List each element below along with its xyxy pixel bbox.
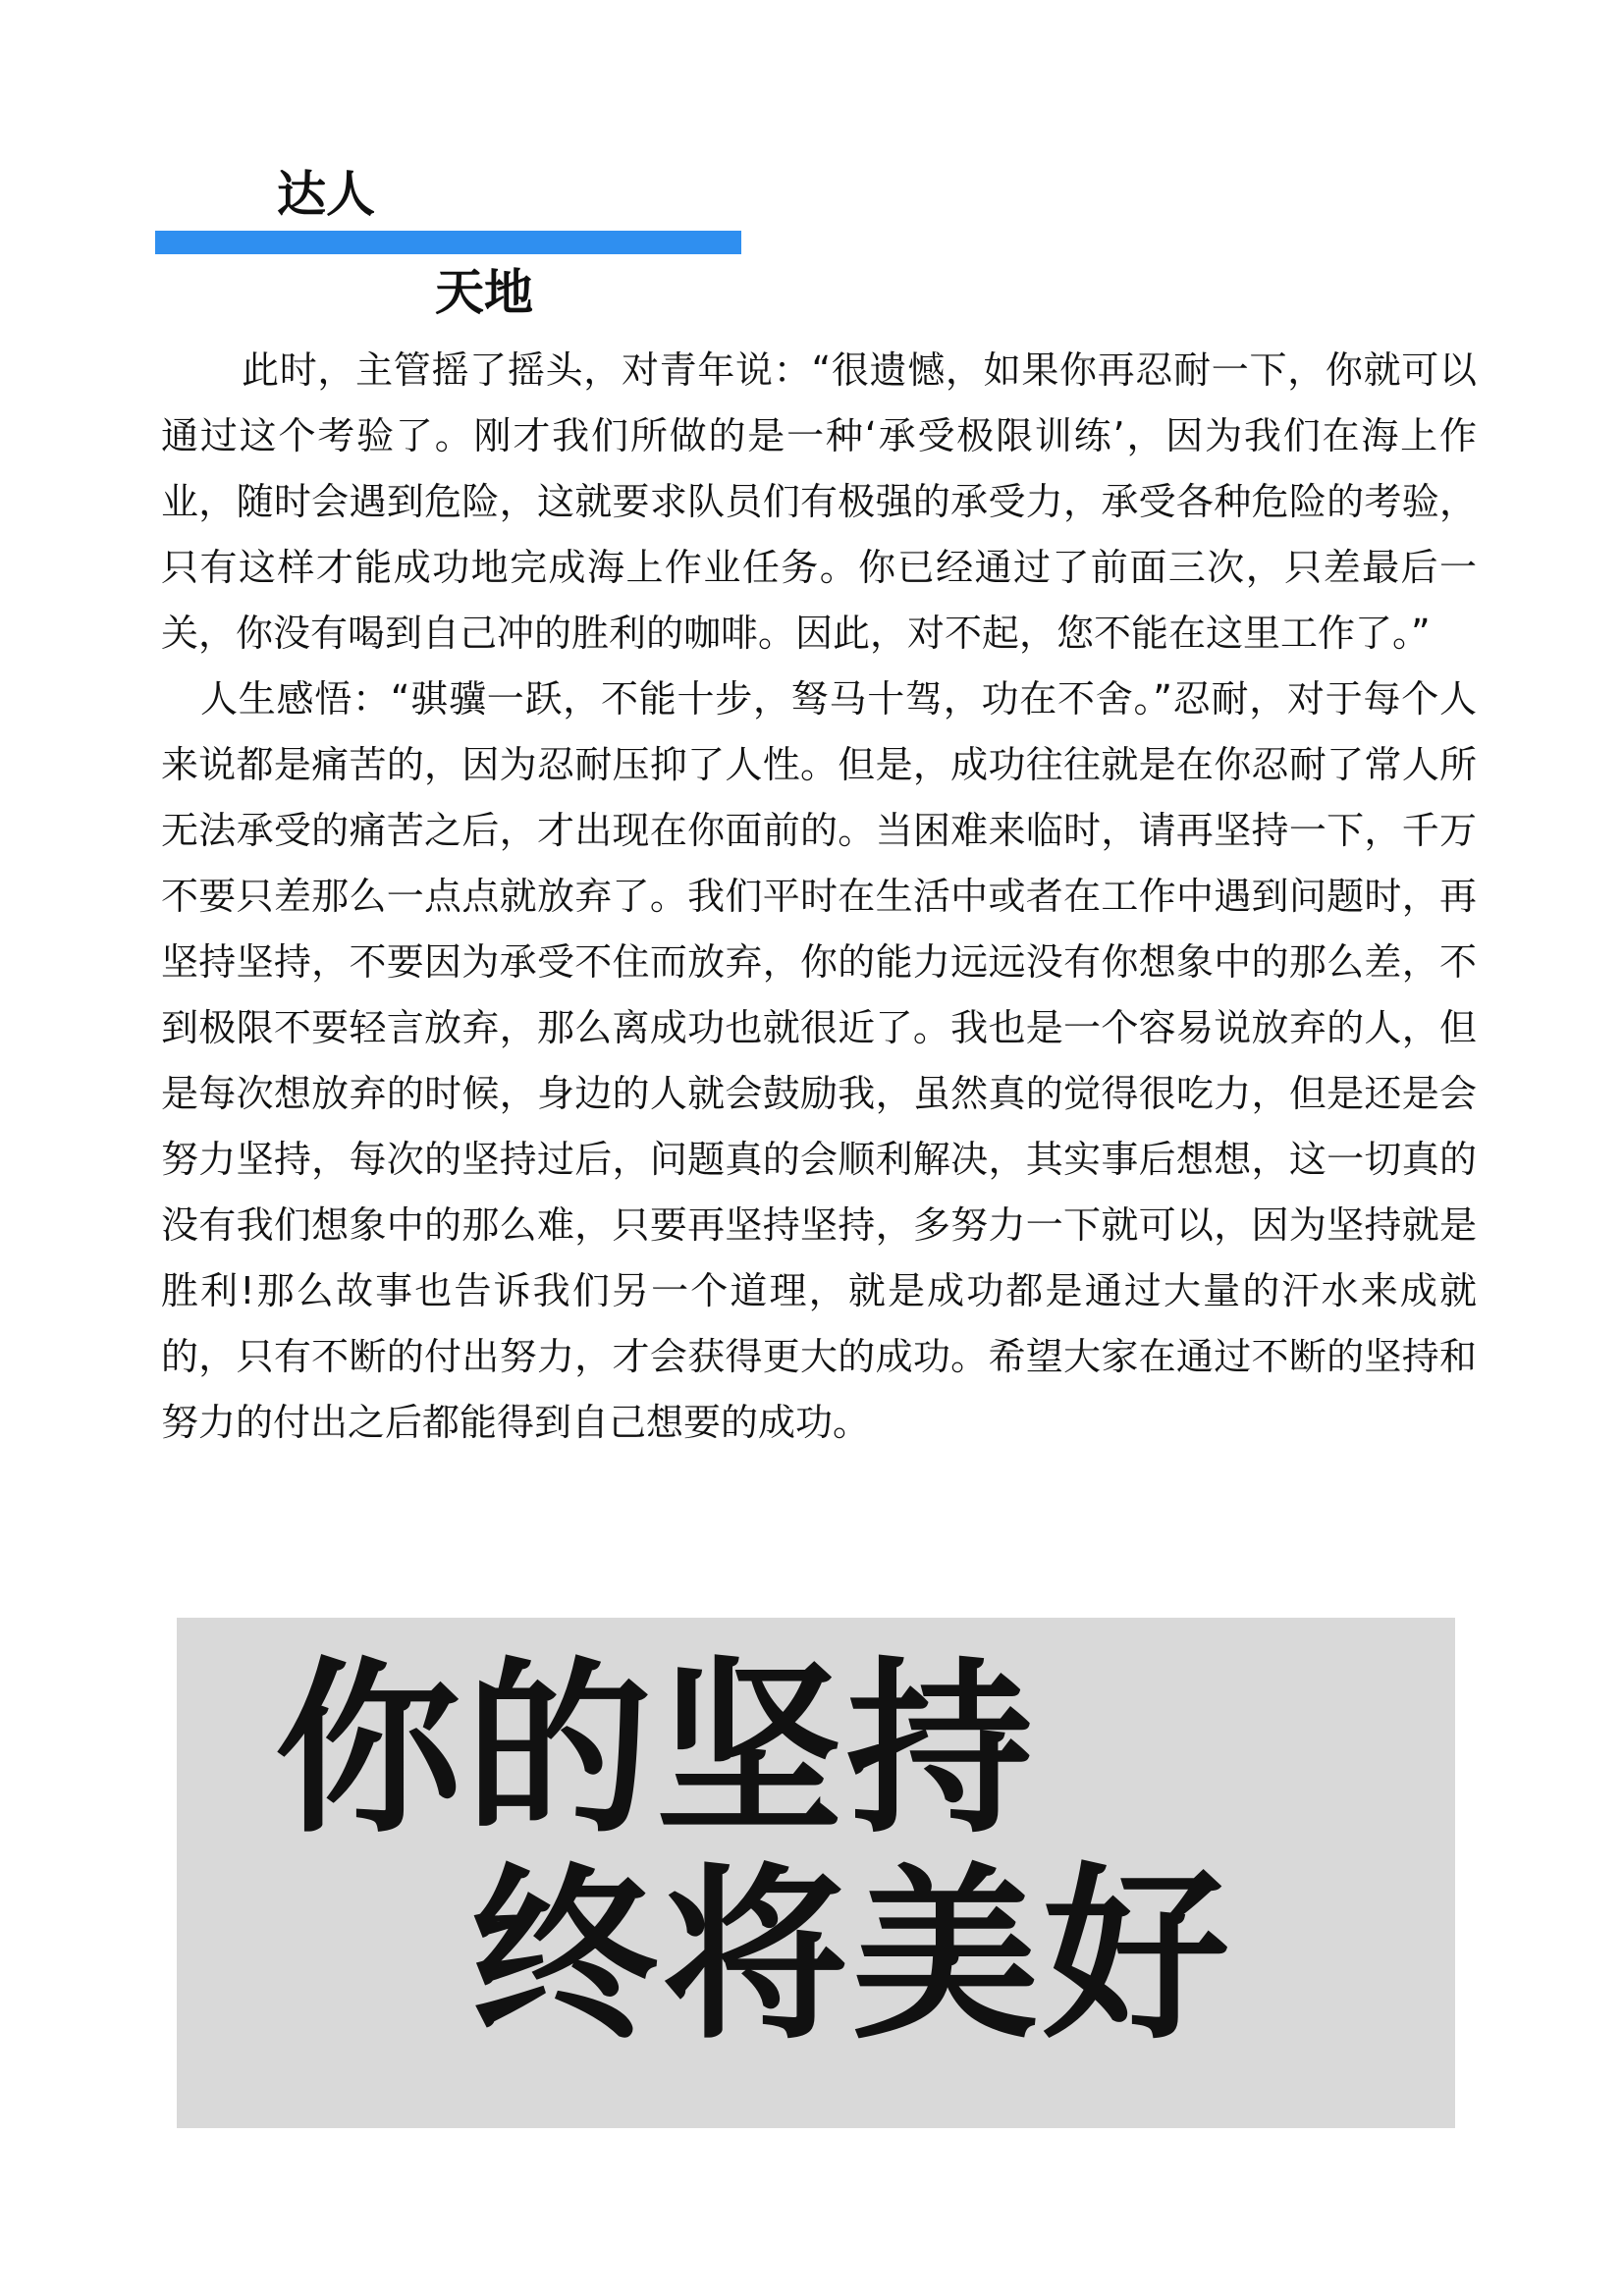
- title-accent-bar: [155, 231, 741, 254]
- poster-text-line-2: 终将美好: [471, 1847, 1234, 2064]
- article-paragraph-2: 人生感悟：“骐骥一跃，不能十步，驽马十驾，功在不舍。”忍耐，对于每个人来说都是痛苦的，因为忍耐压抑了人性。但是，成功往往就是在你忍耐了常人所无法承受的痛苦之后，才出现在你面前的。当困难来临时，请再坚持一下，千万不要只差那么一点点就放弃了。我们平时在生活中或者在工作中遇到问题时，再坚持坚持，不要因为承受不住而放弃，你的能力远远没有你想象中的那么差，不到极限不要轻言放弃，那么离成功也就很近了。我也是一个容易说放弃的人，但是每次想放弃的时候，身边的人就会鼓励我，虽然真的觉得很吃力，但是还是会努力坚持，每次的坚持过后，问题真的会顺利解决，其实事后想想，这一切真的没有我们想象中的那么难，只要再坚持坚持，多努力一下就可以，因为坚持就是胜利!那么故事也告诉我们另一个道理，就是成功都是通过大量的汗水来成就的，只有不断的付出努力，才会获得更大的成功。希望大家在通过不断的坚持和努力的付出之后都能得到自己想要的成功。: [161, 677, 1477, 1444]
- article-body: [161, 338, 1477, 1456]
- section-title-line-2: 天地: [435, 264, 533, 321]
- article-paragraph-1: 此时，主管摇了摇头，对青年说：“很遗憾，如果你再忍耐一下，你就可以通过这个考验了。刚才我们所做的是一种‘承受极限训练’，因为我们在海上作业，随时会遇到危险，这就要求队员们有极强的承受力，承受各种危险的考验，只有这样才能成功地完成海上作业任务。你已经通过了前面三次，只差最后一关，你没有喝到自己冲的胜利的咖啡。因此，对不起，您不能在这里工作了。”: [161, 348, 1477, 655]
- motivational-poster: [177, 1618, 1455, 2128]
- poster-text-line-1: 你的坚持: [275, 1641, 1038, 1858]
- section-title-line-1: 达人: [277, 166, 375, 223]
